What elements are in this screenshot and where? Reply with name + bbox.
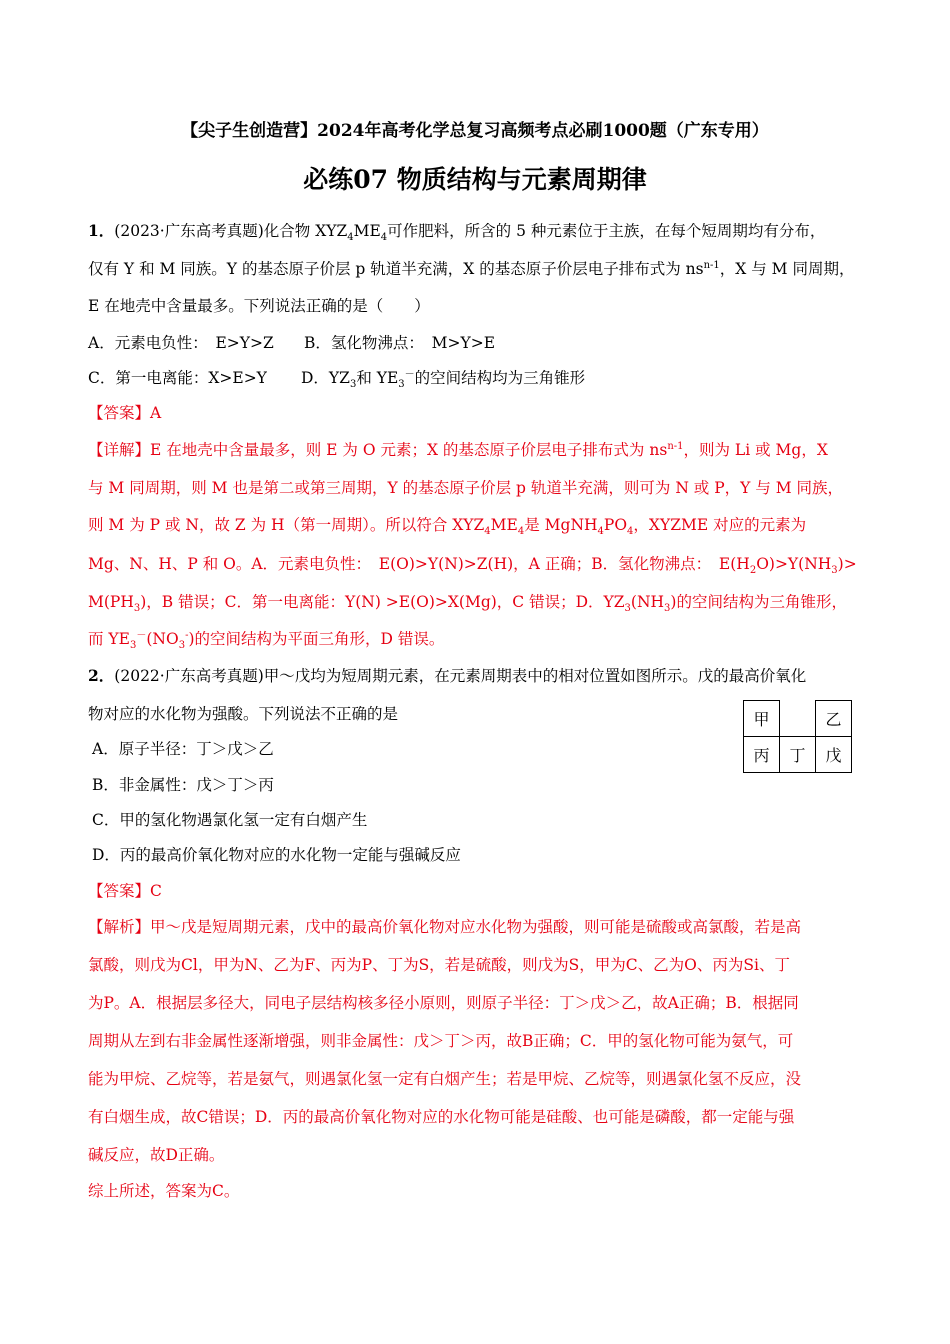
q1-explanation-line-6: 而 $YE_3^-(NO_3^-)$的空间结构为平面三角形，D 错误。 bbox=[88, 629, 445, 652]
table-cell: 丁 bbox=[780, 737, 816, 773]
table-row bbox=[744, 701, 852, 737]
q1-option-c: C．第一电离能：X>E>Y bbox=[88, 369, 267, 387]
q1-explanation-line-4: Mg、N、H、P 和 O。A．元素电负性： E(O)>Y(N)>Z(H)，A 正确；B．氢化物沸点： $E(H_2O)>Y(NH_3)>$ bbox=[88, 555, 857, 577]
q1-option-d: D．$YZ_3$和 $YE_3^-$的空间结构均为三角锥形 bbox=[301, 368, 586, 391]
q1-explanation-line-3: 则 M 为 P 或 N，故 Z 为 H（第一周期）。所以符合 $XYZ_4ME_4$是 $MgNH_4PO_4$，XYZME 对应的元素为 bbox=[88, 516, 807, 538]
table-row bbox=[744, 737, 852, 773]
q2-option-c: C．甲的氢化物遇氯化氢一定有白烟产生 bbox=[92, 811, 368, 829]
q2-answer: 【答案】C bbox=[88, 882, 162, 900]
q1-option-b: B．氢化物沸点： M>Y>E bbox=[304, 334, 496, 352]
q2-summary: 综上所述，答案为C。 bbox=[88, 1182, 240, 1200]
q2-explanation-line-4: 周期从左到右非金属性逐渐增强，则非金属性：戊＞丁＞丙，故B正确；C．甲的氢化物可能为氨气，可 bbox=[88, 1032, 794, 1050]
table-cell: 乙 bbox=[816, 701, 852, 737]
q2-explanation-line-5: 能为甲烷、乙烷等，若是氨气，则遇氯化氢一定有白烟产生；若是甲烷、乙烷等，则遇氯化氢不反应，没 bbox=[88, 1070, 802, 1088]
q1-number: 1． bbox=[88, 221, 115, 240]
q2-explanation-line-3: 为P。A．根据层多径大，同电子层结构核多径小原则，则原子半径：丁＞戊＞乙，故A正确；B．根据同 bbox=[88, 994, 799, 1012]
q1-answer: 【答案】A bbox=[88, 404, 162, 422]
q1-line-1: 1．(2023·广东高考真题)化合物 $XYZ_4ME_4$可作肥料，所含的 5 种元素位于主族，在每个短周期均有分布， bbox=[88, 221, 826, 244]
q2-option-a: A．原子半径：丁＞戊＞乙 bbox=[92, 740, 274, 758]
periodic-table-fragment bbox=[743, 700, 852, 773]
q1-option-a: A．元素电负性： E>Y>Z bbox=[88, 334, 274, 352]
q2-explanation-line-6: 有白烟生成，故C错误；D．丙的最高价氧化物对应的水化物可能是硅酸、也可能是磷酸，都一定能与强 bbox=[88, 1108, 795, 1126]
table-cell: 丙 bbox=[744, 737, 780, 773]
q2-line-1: 2．(2022·广东高考真题)甲～戊均为短周期元素，在元素周期表中的相对位置如图所示。戊的最高价氧化 bbox=[88, 666, 807, 685]
q2-explanation-line-7: 碱反应，故D正确。 bbox=[88, 1146, 225, 1164]
q2-option-d: D．丙的最高价氧化物对应的水化物一定能与强碱反应 bbox=[92, 846, 461, 864]
q1-explanation-line-2: 与 M 同周期，则 M 也是第二或第三周期，Y 的基态原子价层 p 轨道半充满，则可为 N 或 P，Y 与 M 同族， bbox=[88, 479, 844, 497]
q2-number: 2． bbox=[88, 666, 115, 685]
table-cell bbox=[780, 701, 816, 737]
q1-line-2: 仅有 Y 和 M 同族。Y 的基态原子价层 p 轨道半充满，X 的基态原子价层电子排布式为 $ns^{n-1}$，X 与 M 同周期， bbox=[88, 259, 855, 278]
page-title: 必练07 物质结构与元素周期律 bbox=[303, 165, 647, 194]
q2-option-b: B．非金属性：戊＞丁＞丙 bbox=[92, 776, 274, 794]
q2-line-2: 物对应的水化物为强酸。下列说法不正确的是 bbox=[88, 705, 399, 723]
table-cell: 戊 bbox=[816, 737, 852, 773]
q2-explanation-line-2: 氯酸，则戊为Cl，甲为N、乙为F、丙为P、丁为S，若是硫酸，则戊为S，甲为C、乙为O、丙为Si、丁 bbox=[88, 956, 790, 974]
q2-explanation-line-1: 【解析】甲～戊是短周期元素，戊中的最高价氧化物对应水化物为强酸，则可能是硫酸或高氯酸，若是高 bbox=[88, 918, 802, 936]
document-header: 【尖子生创造营】2024年高考化学总复习高频考点必刷1000题（广东专用） bbox=[181, 121, 769, 141]
q1-explanation-line-1: 【详解】E 在地壳中含量最多，则 E 为 O 元素；X 的基态原子价层电子排布式为 $ns^{n-1}$，则为 Li 或 Mg，X bbox=[88, 440, 828, 459]
q1-line-3: E 在地壳中含量最多。下列说法正确的是（ ） bbox=[88, 297, 430, 315]
q1-explanation-line-5: $M(PH_3)$，B 错误；C．第一电离能：Y(N) >E(O)>X(Mg)，C 错误；D．$YZ_3(NH_3)$的空间结构为三角锥形， bbox=[88, 593, 847, 615]
table-cell: 甲 bbox=[744, 701, 780, 737]
